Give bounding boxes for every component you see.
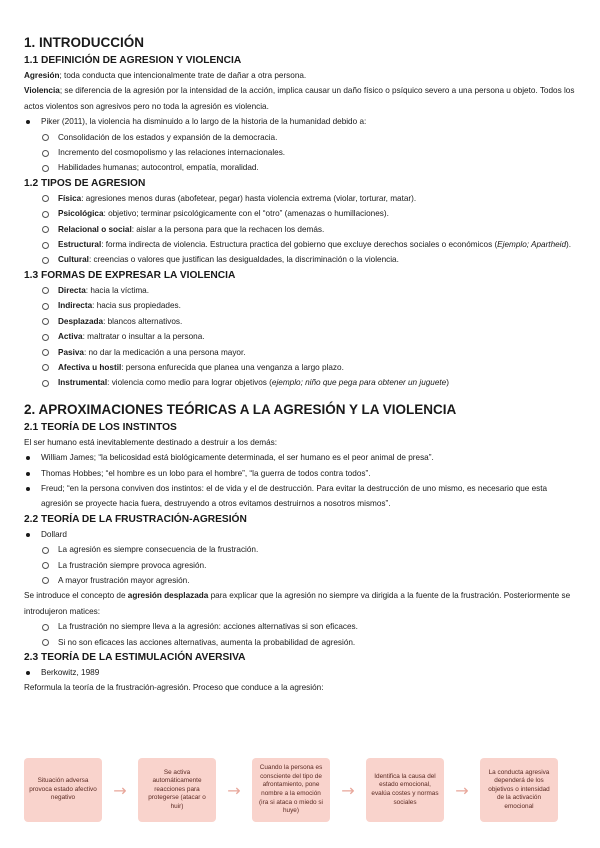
dollard-list [24, 527, 576, 589]
para-bold: agresión desplazada [127, 591, 209, 601]
type-example: Ejemplo; Apartheid [497, 240, 567, 250]
type-def: : agresiones menos duras (abofetear, pegar) hasta violencia extrema (violar, torturar, matar). [81, 193, 417, 203]
section-2-2-title: 2.2 TEORÍA DE LA FRUSTRACIÓN-AGRESIÓN [24, 513, 247, 525]
form-item [24, 298, 576, 313]
violencia-term: Violencia [24, 86, 60, 96]
arrow-right-icon: → [455, 780, 469, 800]
piker-item: Piker (2011), la violencia ha disminuido a lo largo de la historia de la humanidad debido a: [24, 114, 576, 129]
author-item: Berkowitz, 1989 [24, 665, 576, 680]
cause-item: Consolidación de los estados y expansión de la democracia. [24, 130, 576, 145]
quotes-list [24, 450, 576, 512]
forms-list [24, 283, 576, 391]
para-part: para explicar que la agresión no siempre va dirigida a la fuente de la frustración. Posteriormente se introdujeron matices: [24, 591, 571, 616]
section-2-1-title: 2.1 TEORÍA DE LOS INSTINTOS [24, 421, 177, 433]
section-1-title: 1. INTRODUCCIÓN [24, 35, 145, 50]
type-item [24, 222, 576, 237]
aggression-process-flow [24, 756, 576, 824]
form-end: ) [446, 378, 449, 388]
instintos-intro: El ser humano está inevitablemente destinado a destruir a los demás: [24, 437, 278, 447]
flow-step: Identifica la causa del estado emocional, evalúa costes y normas sociales [366, 758, 444, 822]
section-2-3-title: 2.3 TEORÍA DE LA ESTIMULACIÓN AVERSIVA [24, 652, 246, 663]
form-item [24, 314, 576, 329]
quote-item: William James; “la belicosidad está biológicamente determinada, el ser humano es el peor animal de presa”. [24, 450, 576, 465]
desplazada-paragraph [24, 588, 576, 619]
types-list [24, 191, 576, 268]
type-term: Relacional o social [58, 224, 132, 234]
section-2-title: 2. APROXIMACIONES TEÓRICAS A LA AGRESIÓN Y LA VIOLENCIA [24, 401, 457, 417]
section-1-3-title: 1.3 FORMAS DE EXPRESAR LA VIOLENCIA [24, 269, 236, 281]
author-item: Dollard [24, 527, 576, 542]
document-page [24, 34, 576, 696]
quote-item: Freud; “en la persona conviven dos instintos: el de vida y el de destrucción. Para evitar la destrucción de uno mismo, es necesario que esta agresión se proyecte hacia fuera, destruyendo a otros evitamos destruirnos a nosotros mismos”. [24, 481, 576, 512]
form-item [24, 329, 576, 344]
agresion-definition [24, 68, 576, 83]
type-item [24, 252, 576, 267]
form-def: : hacia la víctima. [85, 285, 150, 295]
type-item [24, 237, 576, 252]
form-term: Activa [58, 332, 83, 342]
nuances-list [24, 619, 576, 650]
form-def: : persona enfurecida que planea una venganza a largo plazo. [121, 362, 344, 372]
point-item: A mayor frustración mayor agresión. [24, 573, 576, 588]
type-def: : aislar a la persona para que la rechacen los demás. [131, 224, 325, 234]
form-term: Indirecta [58, 301, 93, 311]
nuance-item: La frustración no siempre lleva a la agresión: acciones alternativas si son eficaces. [24, 619, 576, 634]
form-item [24, 375, 576, 390]
form-term: Afectiva u hostil [58, 362, 122, 372]
violencia-def: ; se diferencia de la agresión por la intensidad de la acción, implica causar un daño físico o psíquico severo a una persona u objeto. Todos los actos violentos son agresivos pero no toda la agresión es violencia. [24, 86, 575, 111]
point-item: La frustración siempre provoca agresión. [24, 558, 576, 573]
form-item [24, 360, 576, 375]
arrow-right-icon: → [113, 780, 127, 800]
para-part: Se introduce el concepto de [24, 591, 128, 601]
agresion-def: ; toda conducta que intencionalmente trate de dañar a otra persona. [59, 71, 307, 80]
type-def: : creencias o valores que justifican las desigualdades, la discriminación o la violencia. [88, 255, 399, 265]
type-def: : objetivo; terminar psicológicamente con el “otro” (amenazas o humillaciones). [103, 209, 389, 219]
cause-item: Habilidades humanas; autocontrol, empatía, moralidad. [24, 160, 576, 175]
form-def: : hacia sus propiedades. [92, 301, 181, 311]
type-term: Estructural [58, 240, 102, 250]
type-term: Psicológica [58, 209, 104, 219]
section-1-2-title: 1.2 TIPOS DE AGRESION [24, 177, 146, 189]
violencia-definition [24, 83, 576, 114]
form-item [24, 345, 576, 360]
flow-step: La conducta agresiva dependerá de los objetivos o intensidad de la activación emocional [480, 758, 558, 822]
type-item [24, 191, 576, 206]
form-term: Pasiva [58, 347, 84, 357]
type-term: Cultural [58, 255, 89, 265]
flow-step: Cuando la persona es consciente del tipo de afrontamiento, pone nombre a la emoción (ira si ataca o miedo si huye) [252, 758, 330, 822]
type-end: ). [566, 240, 572, 250]
type-def: : forma indirecta de violencia. Estructura practica del gobierno que excluye derechos sociales o económicos ( [101, 240, 498, 250]
agresion-term: Agresión [24, 71, 60, 80]
form-def: : violencia como medio para lograr objetivos ( [107, 378, 272, 388]
form-item [24, 283, 576, 298]
form-example: ejemplo; niño que pega para obtener un juguete [271, 378, 447, 388]
berkowitz-list [24, 665, 576, 680]
piker-list [24, 114, 576, 176]
flow-step: Situación adversa provoca estado afectivo negativo [24, 758, 102, 822]
point-item: La agresión es siempre consecuencia de la frustración. [24, 542, 576, 557]
quote-item: Thomas Hobbes; “el hombre es un lobo para el hombre”, “la guerra de todos contra todos”. [24, 466, 576, 481]
flow-step: Se activa automáticamente reacciones para protegerse (atacar o huir) [138, 758, 216, 822]
estimulacion-intro: Reformula la teoría de la frustración-agresión. Proceso que conduce a la agresión: [24, 683, 324, 693]
form-term: Directa [58, 285, 86, 295]
nuance-item: Si no son eficaces las acciones alternativas, aumenta la probabilidad de agresión. [24, 635, 576, 650]
arrow-right-icon: → [341, 780, 355, 800]
type-item [24, 206, 576, 221]
form-term: Desplazada [58, 316, 104, 326]
cause-item: Incremento del cosmopolismo y las relaciones internacionales. [24, 145, 576, 160]
form-def: : blancos alternativos. [103, 316, 183, 326]
form-term: Instrumental [58, 378, 108, 388]
form-def: : no dar la medicación a una persona mayor. [83, 347, 246, 357]
arrow-right-icon: → [227, 780, 241, 800]
section-1-1-title: 1.1 DEFINICIÓN DE AGRESION Y VIOLENCIA [24, 55, 242, 66]
form-def: : maltratar o insultar a la persona. [82, 332, 205, 342]
type-term: Física [58, 193, 82, 203]
